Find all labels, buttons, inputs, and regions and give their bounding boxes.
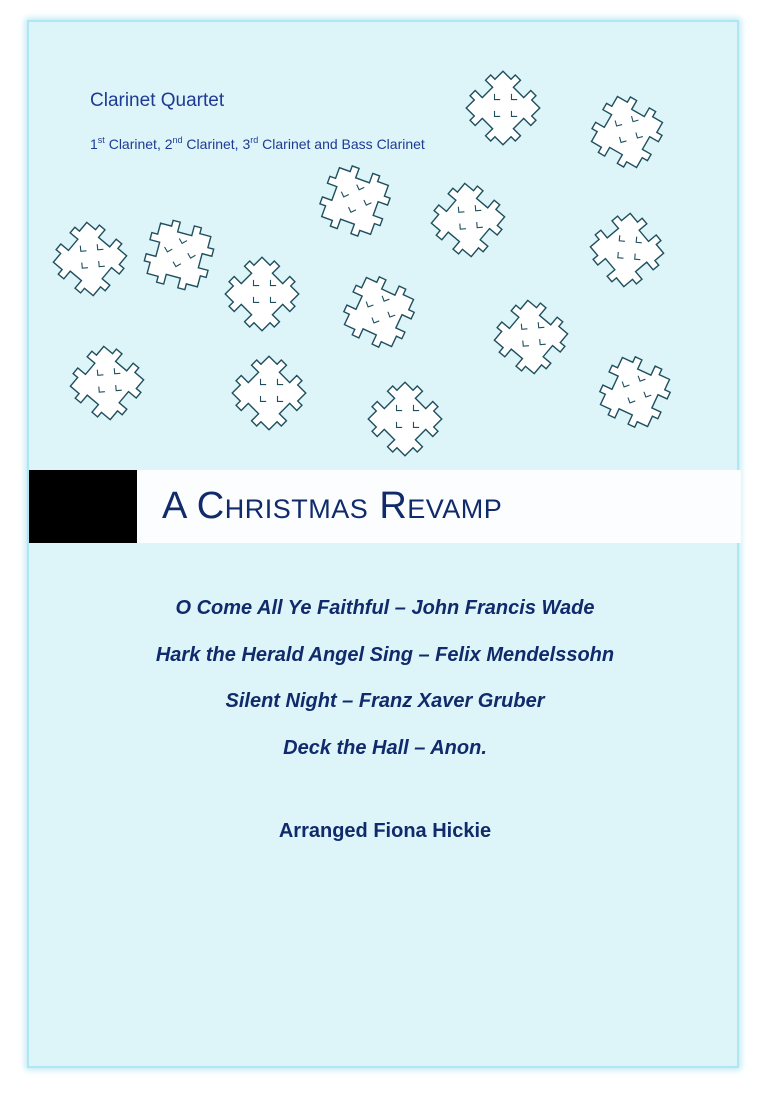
snowflake-decoration	[29, 22, 741, 472]
title-banner	[29, 470, 741, 543]
instrument-2-text: Clarinet,	[182, 136, 243, 152]
instrument-1-ordinal: st	[97, 135, 105, 145]
instrument-3-number: 3	[242, 136, 251, 152]
piece-4: Deck the Hall – Anon.	[283, 736, 487, 759]
snowflake-icon	[423, 175, 513, 265]
page-title: A Christmas Revamp	[162, 485, 503, 527]
snowflake-icon	[582, 205, 672, 295]
piece-3: Silent Night – Franz Xaver Gruber	[225, 690, 545, 712]
snowflake-icon	[486, 292, 576, 382]
instrument-1-number: 1	[90, 136, 98, 152]
snowflake-icon	[224, 348, 315, 439]
snowflake-icon	[217, 249, 308, 340]
snowflake-icon	[140, 216, 218, 294]
instrument-3-text: Clarinet and Bass Clarinet	[258, 136, 425, 152]
snowflake-icon	[45, 214, 135, 304]
snowflake-icon	[314, 160, 396, 242]
arranger-credit: Arranged Fiona Hickie	[278, 820, 492, 842]
instrument-3-ordinal: rd	[250, 135, 259, 145]
snowflake-icon	[336, 269, 421, 354]
snowflake-icon	[583, 88, 670, 175]
piece-1: O Come All Ye Faithful – John Francis Wade	[175, 597, 595, 619]
snowflake-icon	[592, 349, 677, 434]
piece-list	[29, 590, 741, 776]
snowflake-icon	[62, 338, 152, 428]
ensemble-label: Clarinet Quartet	[90, 90, 225, 111]
snowflake-icon	[458, 63, 549, 154]
banner-black-block	[29, 470, 137, 543]
instrument-2-number: 2	[164, 136, 173, 152]
instrument-2-ordinal: nd	[172, 135, 183, 145]
score-cover	[27, 20, 739, 1068]
snowflake-icon	[360, 374, 451, 465]
instrument-1-text: Clarinet,	[104, 136, 165, 152]
piece-2: Hark the Herald Angel Sing – Felix Mendelssohn	[155, 643, 615, 666]
